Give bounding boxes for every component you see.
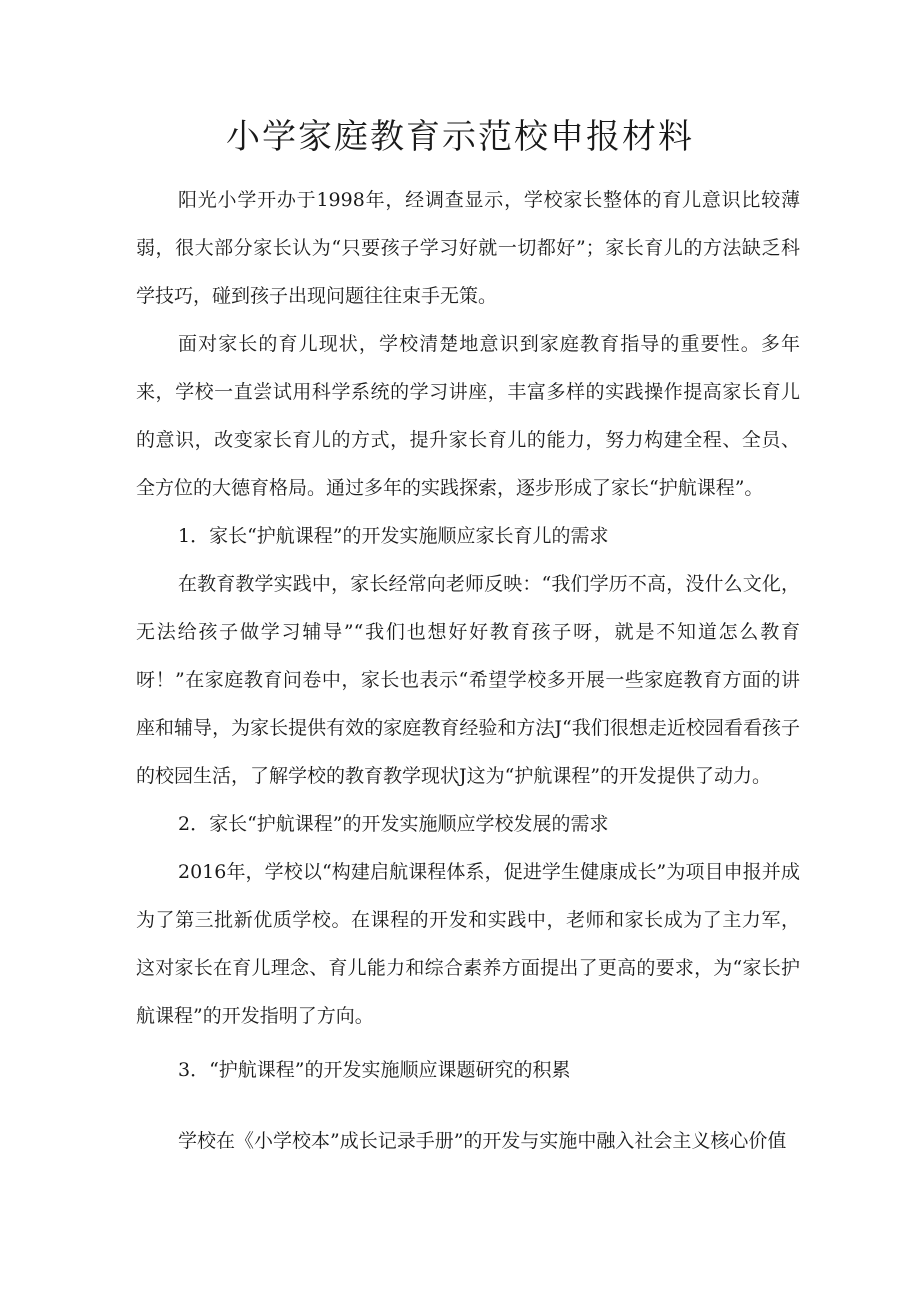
- document-title: 小学家庭教育示范校申报材料: [226, 117, 694, 157]
- intro-paragraph-2: 面对家长的育儿现状，学校清楚地意识到家庭教育指导的重要性。多年来，学校一直尝试用科学系统的学习讲座，丰富多样的实践操作提高家长育儿的意识，改变家长育儿的方式，提升家长育儿的能力，努力构建全程、全员、全方位的大德育格局。通过多年的实践探索，逐步形成了家长“护航课程”。: [136, 333, 800, 499]
- section-body-2: 2016年，学校以“构建启航课程体系，促进学生健康成长”为项目申报并成为了第三批新优质学校。在课程的开发和实践中，老师和家长成为了主力军，这对家长在育儿理念、育儿能力和综合素养方面提出了更高的要求，为“家长护航课程”的开发指明了方向。: [136, 861, 800, 1027]
- section-body-1: 在教育教学实践中，家长经常向老师反映：“我们学历不高，没什么文化，无法给孩子做学习辅导”“我们也想好好教育孩子呀，就是不知道怎么教育呀！”在家庭教育问卷中，家长也表示“希望学校多开展一些家庭教育方面的讲座和辅导，为家长提供有效的家庭教育经验和方法J“我们很想走近校园看看孩子的校园生活，了解学校的教育教学现状J这为“护航课程”的开发提供了动力。: [136, 573, 800, 787]
- section-body-3: 学校在《小学校本”成长记录手册”的开发与实施中融入社会主义核心价值: [178, 1130, 787, 1152]
- section-heading-1: 1．家长“护航课程”的开发实施顺应家长育儿的需求: [178, 525, 609, 547]
- section-heading-3: 3．“护航课程”的开发实施顺应课题研究的积累: [178, 1059, 571, 1081]
- intro-paragraph-1: 阳光小学开办于1998年，经调查显示，学校家长整体的育儿意识比较薄弱，很大部分家长认为“只要孩子学习好就一切都好”；家长育儿的方法缺乏科学技巧，碰到孩子出现问题往往束手无策。: [136, 189, 800, 307]
- section-heading-2: 2．家长“护航课程”的开发实施顺应学校发展的需求: [178, 813, 609, 835]
